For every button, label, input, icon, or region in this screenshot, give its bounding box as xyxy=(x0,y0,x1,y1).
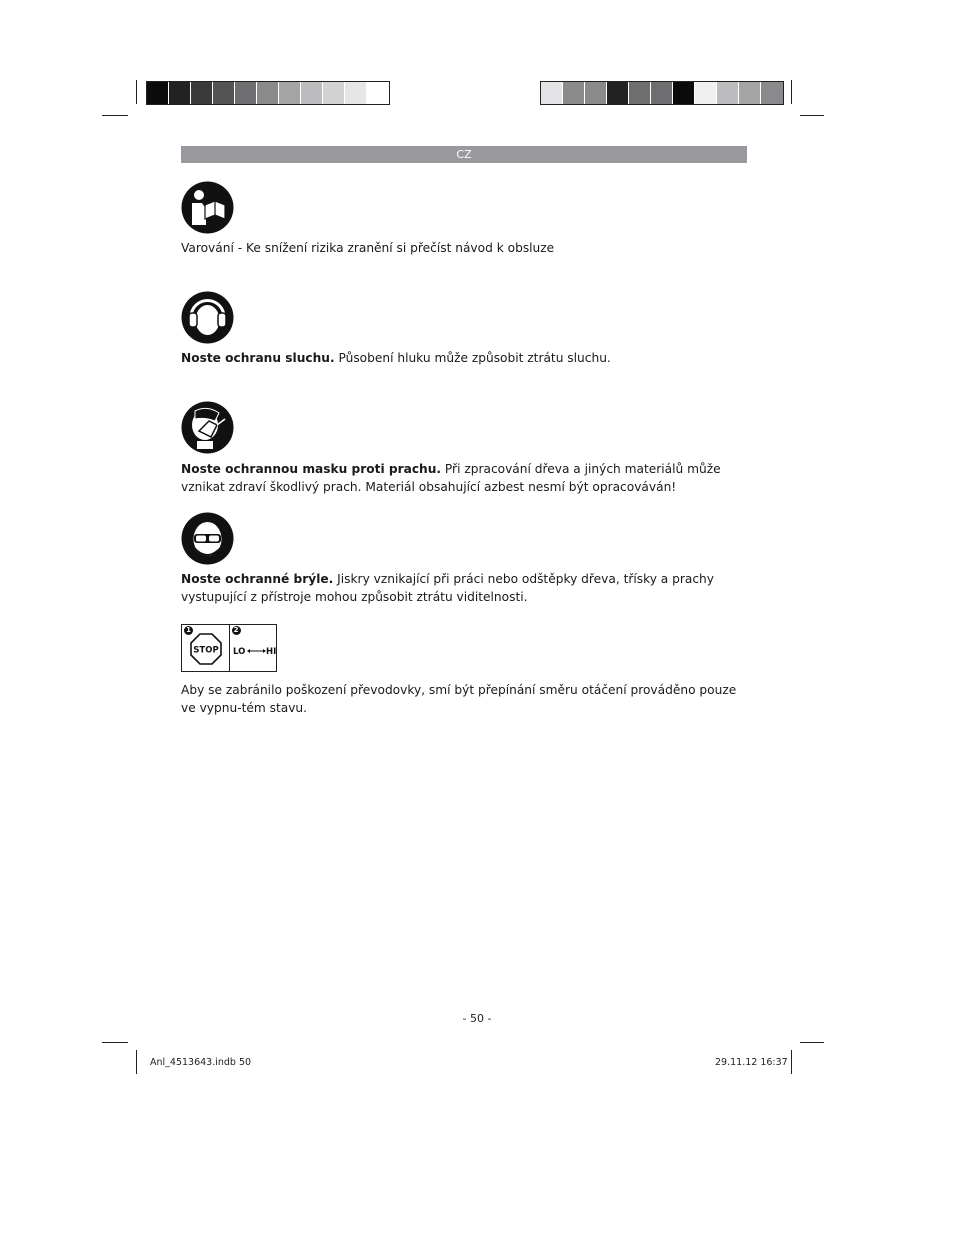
number-badge-2: 2 xyxy=(232,626,241,635)
color-swatch xyxy=(301,82,323,104)
crop-mark xyxy=(791,1050,792,1074)
color-swatch xyxy=(563,82,585,104)
section-bold: Noste ochrannou masku proti prachu. xyxy=(181,462,442,476)
ear-protection-icon xyxy=(181,291,234,344)
crop-mark xyxy=(102,1042,128,1043)
section-bold: Noste ochranné brýle. xyxy=(181,572,334,586)
crop-mark xyxy=(102,115,128,116)
stop-cell xyxy=(182,625,229,671)
color-swatch xyxy=(169,82,191,104)
color-calibration-bar-right xyxy=(540,81,784,105)
section-text: Varování - Ke snížení rizika zranění si přečíst návod k obsluze xyxy=(181,241,555,255)
color-swatch xyxy=(257,82,279,104)
warning-text-4 xyxy=(181,570,747,606)
color-calibration-bar-left xyxy=(146,81,390,105)
warning-text-2 xyxy=(181,349,747,367)
color-swatch xyxy=(147,82,169,104)
color-swatch xyxy=(323,82,345,104)
color-swatch xyxy=(191,82,213,104)
safety-goggles-icon xyxy=(181,512,234,565)
stop-label: STOP xyxy=(193,645,219,656)
color-swatch xyxy=(345,82,367,104)
stop-sign-icon xyxy=(190,633,222,665)
color-swatch xyxy=(629,82,651,104)
crop-mark xyxy=(791,80,792,104)
warning-text-1 xyxy=(181,239,747,257)
lo-hi-cell xyxy=(229,625,277,671)
dust-mask-icon xyxy=(181,401,234,454)
footer-date: 29.11.12 16:37 xyxy=(715,1057,788,1068)
color-swatch xyxy=(213,82,235,104)
gear-note-text: Aby se zabránilo poškození převodovky, smí být přepínání směru otáčení prováděno pouze ve vypnu-tém stavu. xyxy=(181,683,737,715)
lo-label: LO xyxy=(232,647,245,657)
color-swatch xyxy=(585,82,607,104)
hi-label: HI xyxy=(265,647,276,657)
section-text: Jiskry vznikající při práci nebo odštěpky dřeva, třísky a prachy vystupující z přístroje mohou způsobit ztrátu viditelnosti. xyxy=(181,572,714,604)
color-swatch xyxy=(761,82,783,104)
color-swatch xyxy=(235,82,257,104)
crop-mark xyxy=(136,1050,137,1074)
color-swatch xyxy=(607,82,629,104)
crop-mark xyxy=(136,80,137,104)
section-text: Při zpracování dřeva a jiných materiálů může vznikat zdraví škodlivý prach. Materiál obsahující azbest nesmí být opracováván! xyxy=(181,462,721,494)
crop-mark xyxy=(800,1042,824,1043)
section-bold: Noste ochranu sluchu. xyxy=(181,351,335,365)
warning-text-3 xyxy=(181,460,747,496)
number-badge-1: 1 xyxy=(184,626,193,635)
color-swatch xyxy=(673,82,695,104)
color-swatch xyxy=(279,82,301,104)
page-number: - 50 - xyxy=(462,1012,492,1025)
color-swatch xyxy=(651,82,673,104)
gear-switch-pictogram xyxy=(181,624,277,672)
lo-hi-arrow-icon xyxy=(232,643,278,659)
color-swatch xyxy=(739,82,761,104)
color-swatch xyxy=(695,82,717,104)
color-swatch xyxy=(541,82,563,104)
section-text: Působení hluku může způsobit ztrátu sluchu. xyxy=(334,351,611,365)
color-swatch xyxy=(367,82,389,104)
color-swatch xyxy=(717,82,739,104)
crop-mark xyxy=(800,115,824,116)
language-bar: CZ xyxy=(181,146,747,163)
read-manual-icon xyxy=(181,181,234,234)
footer-file: Anl_4513643.indb 50 xyxy=(150,1057,252,1068)
